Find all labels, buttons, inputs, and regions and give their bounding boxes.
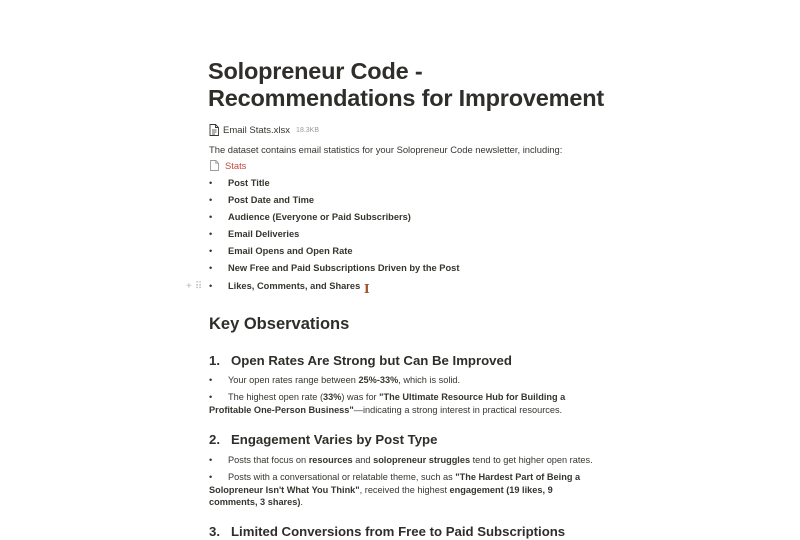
page-title-line-1: Solopreneur Code -: [208, 58, 423, 84]
list-item[interactable]: [209, 471, 601, 509]
list-item[interactable]: [209, 374, 601, 387]
list-item-text: Post Title: [228, 178, 270, 188]
text-run: ) was for: [341, 392, 380, 402]
bold-run: engagement (19 likes, 9 comments, 3 shares): [209, 484, 553, 507]
bold-run: "The Ultimate Resource Hub for Building a Profitable One-Person Business": [209, 392, 566, 415]
text-run: , which is solid.: [398, 375, 461, 385]
subsection-number: 1.: [209, 353, 220, 368]
section-heading: Key Observations: [209, 315, 350, 333]
bullet-marker: •: [209, 375, 213, 385]
list-item[interactable]: [209, 391, 601, 416]
bullet-marker: •: [209, 392, 213, 402]
subsection-heading: [209, 432, 437, 447]
subsection-number: 3.: [209, 524, 220, 539]
list-item[interactable]: [209, 454, 601, 467]
stats-page-link[interactable]: [210, 160, 246, 171]
file-icon: [209, 124, 219, 136]
intro-paragraph: The dataset contains email statistics for your Solopreneur Code newsletter, including:: [209, 144, 563, 155]
list-item[interactable]: [209, 281, 360, 291]
list-item-text: Email Deliveries: [228, 229, 300, 239]
text-run: tend to get higher open rates.: [470, 455, 593, 465]
text-run: and: [352, 455, 374, 465]
bold-run: 25%-33%: [358, 375, 399, 385]
bullet-marker: •: [209, 229, 213, 239]
bullet-marker: •: [209, 455, 213, 465]
bold-run: "The Hardest Part of Being a Solopreneur Isn't What You Think": [209, 472, 581, 495]
drag-handle-icon[interactable]: ⠿: [194, 281, 206, 292]
subsection-number: 2.: [209, 432, 220, 447]
subsection-title: Limited Conversions from Free to Paid Subscriptions: [231, 524, 566, 539]
bullet-marker: •: [209, 178, 213, 188]
text-run: The highest open rate (: [228, 392, 323, 402]
list-item-text: Audience (Everyone or Paid Subscribers): [228, 212, 411, 222]
list-item[interactable]: [209, 263, 459, 273]
file-name: Email Stats.xlsx: [223, 124, 291, 136]
file-size: 18.3KB: [296, 126, 320, 134]
bold-run: solopreneur struggles: [373, 455, 471, 465]
page-title-line-2: Recommendations for Improvement: [208, 85, 604, 111]
file-attachment[interactable]: [209, 124, 319, 136]
text-cursor-icon: I: [364, 282, 370, 296]
text-run: Posts with a conversational or relatable theme, such as: [228, 472, 456, 482]
bold-run: 33%: [323, 392, 342, 402]
bullet-marker: •: [209, 195, 213, 205]
bullet-marker: •: [209, 472, 213, 482]
page-icon: [210, 160, 219, 171]
bold-run: resources: [308, 455, 353, 465]
text-run: Your open rates range between: [228, 375, 359, 385]
text-run: , received the highest: [359, 484, 450, 495]
list-item-text: New Free and Paid Subscriptions Driven by the Post: [228, 263, 460, 273]
list-item[interactable]: [209, 246, 353, 256]
list-item[interactable]: [209, 229, 299, 239]
page-title[interactable]: [208, 58, 628, 112]
subsection-heading: [209, 524, 565, 539]
subsection-title: Engagement Varies by Post Type: [231, 432, 438, 447]
list-item[interactable]: [209, 212, 411, 222]
text-run: —indicating a strong interest in practical resources.: [353, 404, 563, 415]
bullet-marker: •: [209, 263, 213, 273]
subsection-heading: [209, 353, 512, 368]
subsection-title: Open Rates Are Strong but Can Be Improved: [231, 353, 512, 368]
bullet-marker: •: [209, 246, 213, 256]
bullet-marker: •: [209, 281, 213, 291]
text-run: .: [300, 497, 303, 507]
stats-link-label: Stats: [225, 160, 247, 171]
add-block-icon[interactable]: +: [186, 281, 195, 292]
list-item-text: Likes, Comments, and Shares: [228, 281, 361, 291]
text-run: Posts that focus on: [228, 455, 309, 465]
list-item[interactable]: [209, 178, 270, 188]
list-item-text: Post Date and Time: [228, 195, 315, 205]
list-item-text: Email Opens and Open Rate: [228, 246, 353, 256]
bullet-marker: •: [209, 212, 213, 222]
block-handle[interactable]: [186, 281, 205, 292]
list-item[interactable]: [209, 195, 314, 205]
